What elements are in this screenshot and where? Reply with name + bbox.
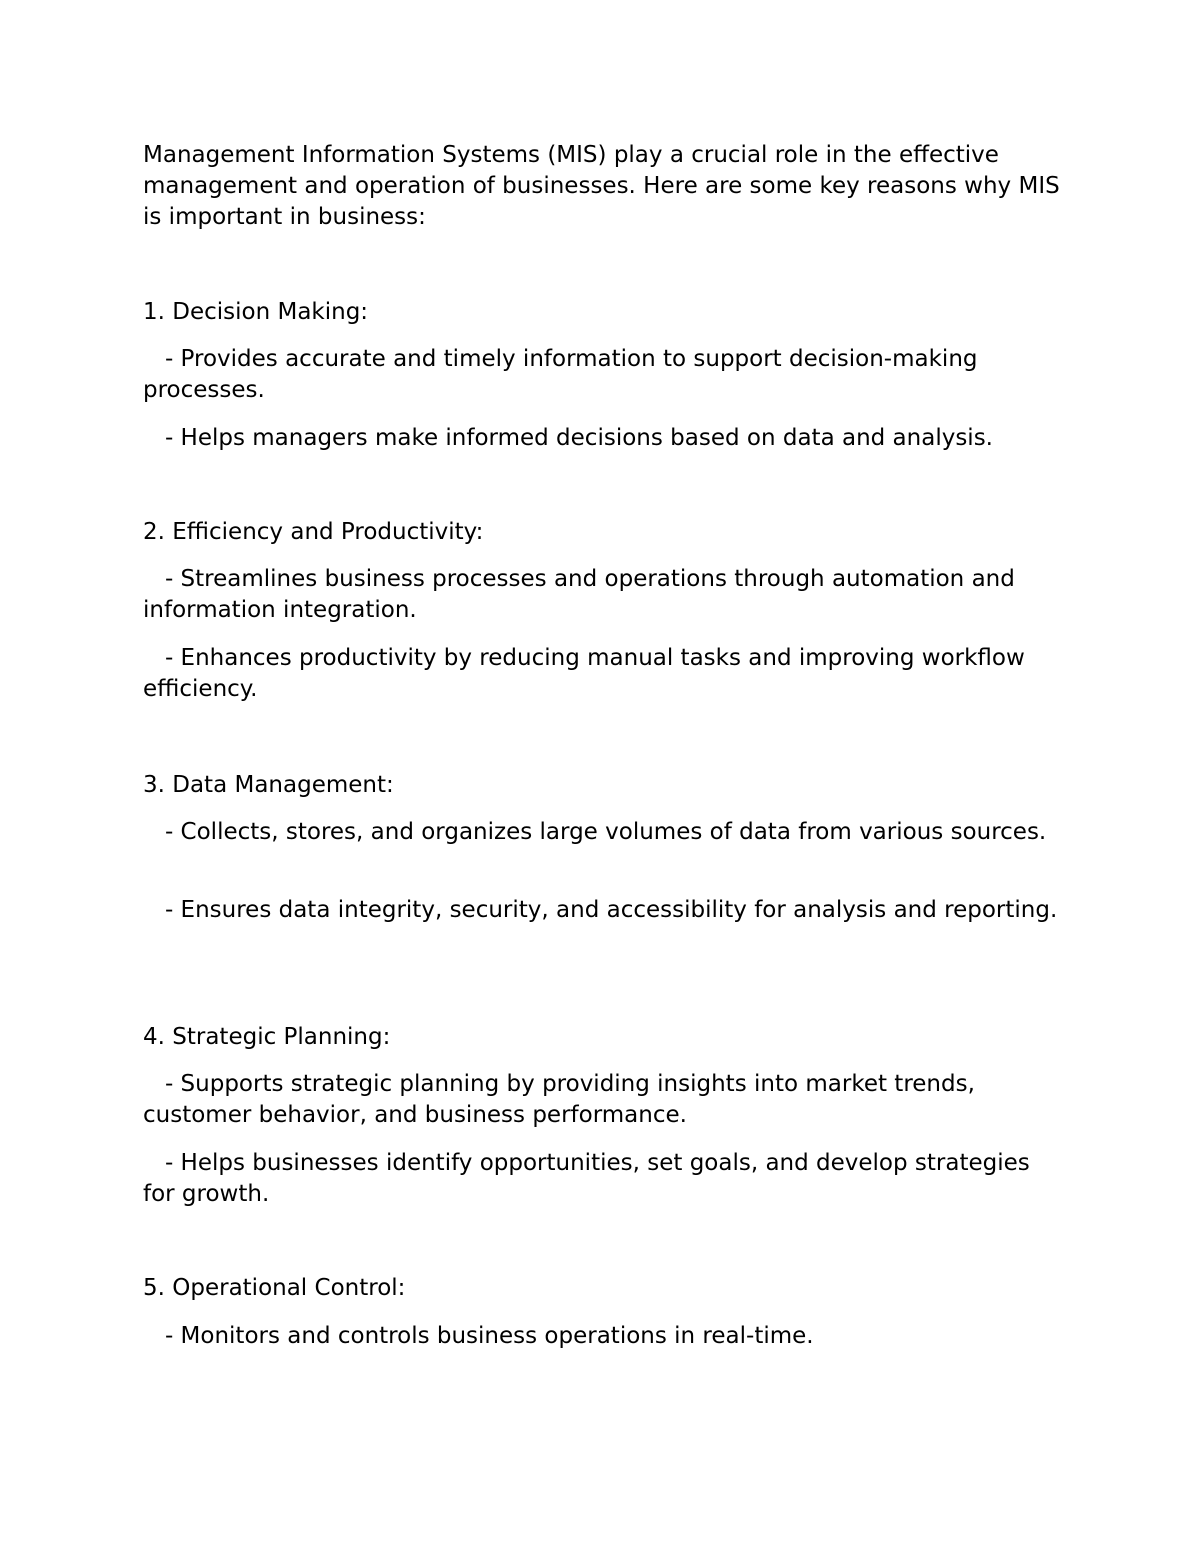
bullet-point: - Ensures data integrity, security, and accessibility for analysis and reporting. xyxy=(143,897,1058,923)
section-heading-operational-control: 5. Operational Control: xyxy=(143,1275,406,1301)
bullet-point: - Streamlines business processes and operations through automation and information integration. xyxy=(143,566,1023,623)
section-heading-data-management: 3. Data Management: xyxy=(143,772,394,798)
intro-paragraph: Management Information Systems (MIS) play a crucial role in the effective management and operation of businesses. Here are some key reasons why MIS is important in business: xyxy=(143,142,1068,230)
bullet-point: - Helps managers make informed decisions based on data and analysis. xyxy=(143,425,993,451)
section-heading-strategic-planning: 4. Strategic Planning: xyxy=(143,1024,391,1050)
bullet-point: - Enhances productivity by reducing manual tasks and improving workflow efficiency. xyxy=(143,645,1033,702)
bullet-point: - Monitors and controls business operations in real-time. xyxy=(143,1323,814,1349)
bullet-point: - Helps businesses identify opportunities, set goals, and develop strategies for growth. xyxy=(143,1150,1038,1207)
bullet-point: - Collects, stores, and organizes large volumes of data from various sources. xyxy=(143,819,1047,845)
section-heading-decision-making: 1. Decision Making: xyxy=(143,299,369,325)
section-heading-efficiency: 2. Efficiency and Productivity: xyxy=(143,519,484,545)
bullet-point: - Provides accurate and timely information to support decision-making processes. xyxy=(143,346,985,403)
bullet-point: - Supports strategic planning by providing insights into market trends, customer behavior, and business performance. xyxy=(143,1071,983,1128)
